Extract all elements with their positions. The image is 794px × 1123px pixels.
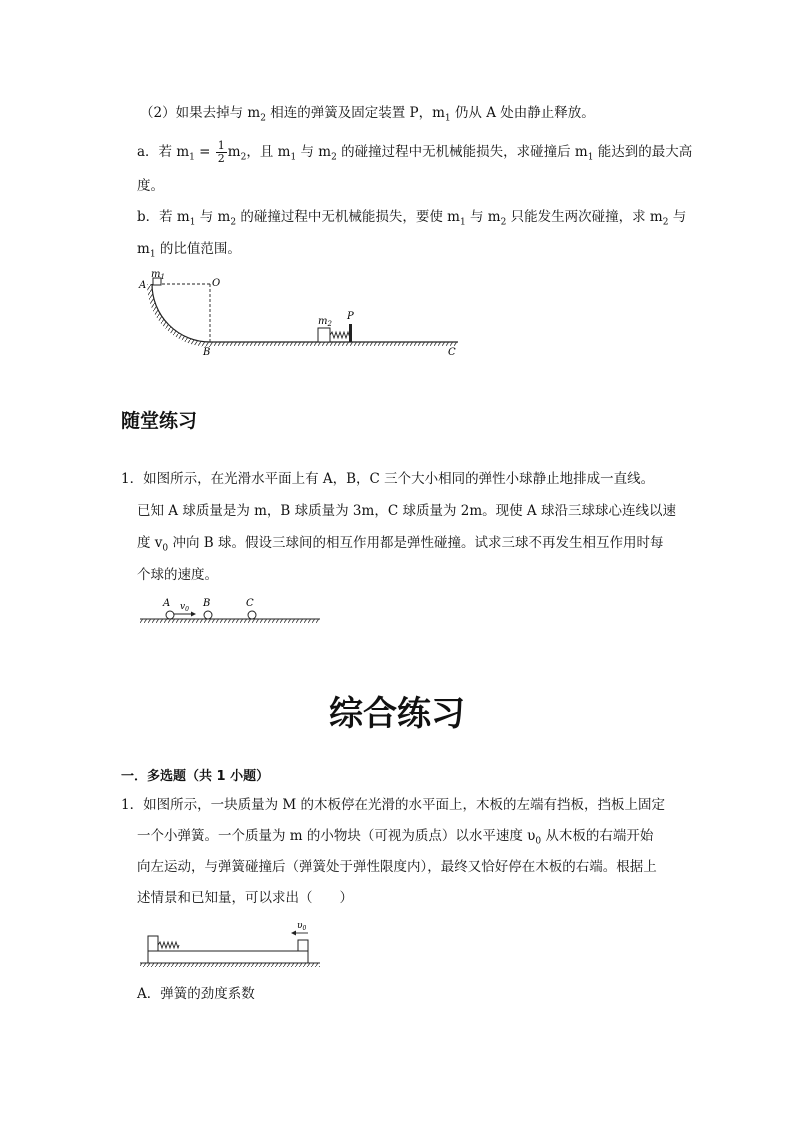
ball-A [166, 611, 174, 619]
comp-q1-line2: 一个小弹簧。一个质量为 m 的小物块（可视为质点）以水平速度 $\upsilon_0$ 从木板的右端开始 [137, 828, 654, 847]
practice-heading: 随堂练习 [121, 410, 198, 432]
part2-b-line1: b．若 $m_1$ 与 $m_2$ 的碰撞过程中无机械能损失，要使 $m_1$ 与 $m_2$ 只能发生两次碰撞，求 $m_2$ 与 [137, 209, 687, 228]
comp-q1-line3: 向左运动，与弹簧碰撞后（弹簧处于弹性限度内），最终又恰好停在木板的右端。根据上 [137, 859, 657, 875]
board-spring-figure [136, 918, 326, 974]
comprehensive-heading: 综合练习 [329, 694, 465, 734]
ball-B [204, 611, 212, 619]
baffle [148, 936, 158, 951]
practice-q1-line1: 1．如图所示，在光滑水平面上有 A，B，C 三个大小相同的弹性小球静止地排成一直线。 [121, 471, 655, 487]
part2-a-line1: a．若 $m_1$ = $\frac{1}{2}$ $m_2$，且 $m_1$ 与 $m_2$ 的碰撞过程中无机械能损失，求碰撞后 $m_1$ 能达到的最大高 [137, 139, 693, 165]
fixed-device-P [349, 324, 352, 342]
spring [158, 942, 179, 948]
three-balls-figure [136, 593, 326, 629]
ground-hatch [140, 963, 320, 967]
track-spring-figure [130, 268, 470, 363]
label-O: O [212, 278, 221, 289]
label-v0: $\upsilon_0$ [297, 921, 307, 932]
arrow-head [291, 931, 296, 936]
label-A: A [139, 280, 147, 291]
practice-q1-line2: 已知 A 球质量是为 m，B 球质量为 3m，C 球质量为 2m。现使 A 球沿三球球心连线以速 [137, 503, 676, 519]
option-A: A．弹簧的劲度系数 [137, 986, 255, 1002]
part2-a-line2: 度。 [137, 178, 164, 194]
label-m1: $m_1$ [151, 269, 165, 281]
curved-track [152, 284, 210, 342]
ground-hatch [210, 342, 458, 346]
practice-q1-line4: 个球的速度。 [137, 567, 218, 583]
small-block [298, 940, 308, 951]
part2-b-line2: $m_1$ 的比值范围。 [137, 241, 241, 260]
fraction-one-half: $\frac{1}{2}$ [217, 139, 225, 165]
comp-q1-line1: 1．如图所示，一块质量为 M 的木板停在光滑的水平面上，木板的左端有挡板，挡板上固定 [121, 797, 665, 813]
wooden-board [148, 951, 308, 963]
label-v0: $v_0$ [180, 602, 189, 613]
ball-C [248, 611, 256, 619]
label-A: A [163, 598, 171, 609]
curved-track-hatch [147, 284, 210, 347]
section-multi-choice: 一．多选题（共 1 小题） [121, 769, 270, 784]
spring [330, 332, 351, 338]
label-B: B [203, 598, 211, 609]
comp-q1-line4: 述情景和已知量，可以求出（ ） [137, 890, 353, 906]
ground-hatch [140, 619, 320, 623]
practice-q1-line3: 度 $v_0$ 冲向 B 球。假设三球间的相互作用都是弹性碰撞。试求三球不再发生相互作用时每 [137, 535, 664, 554]
arrow-head [191, 612, 196, 617]
label-P: P [347, 311, 354, 322]
label-C: C [448, 347, 456, 358]
block-m2 [318, 328, 330, 342]
label-C: C [246, 598, 254, 609]
part2-intro: （2）如果去掉与 $m_2$ 相连的弹簧及固定装置 P，$m_1$ 仍从 A 处由静止释放。 [140, 105, 595, 124]
label-m2: $m_2$ [318, 316, 332, 328]
label-B: B [203, 347, 211, 358]
